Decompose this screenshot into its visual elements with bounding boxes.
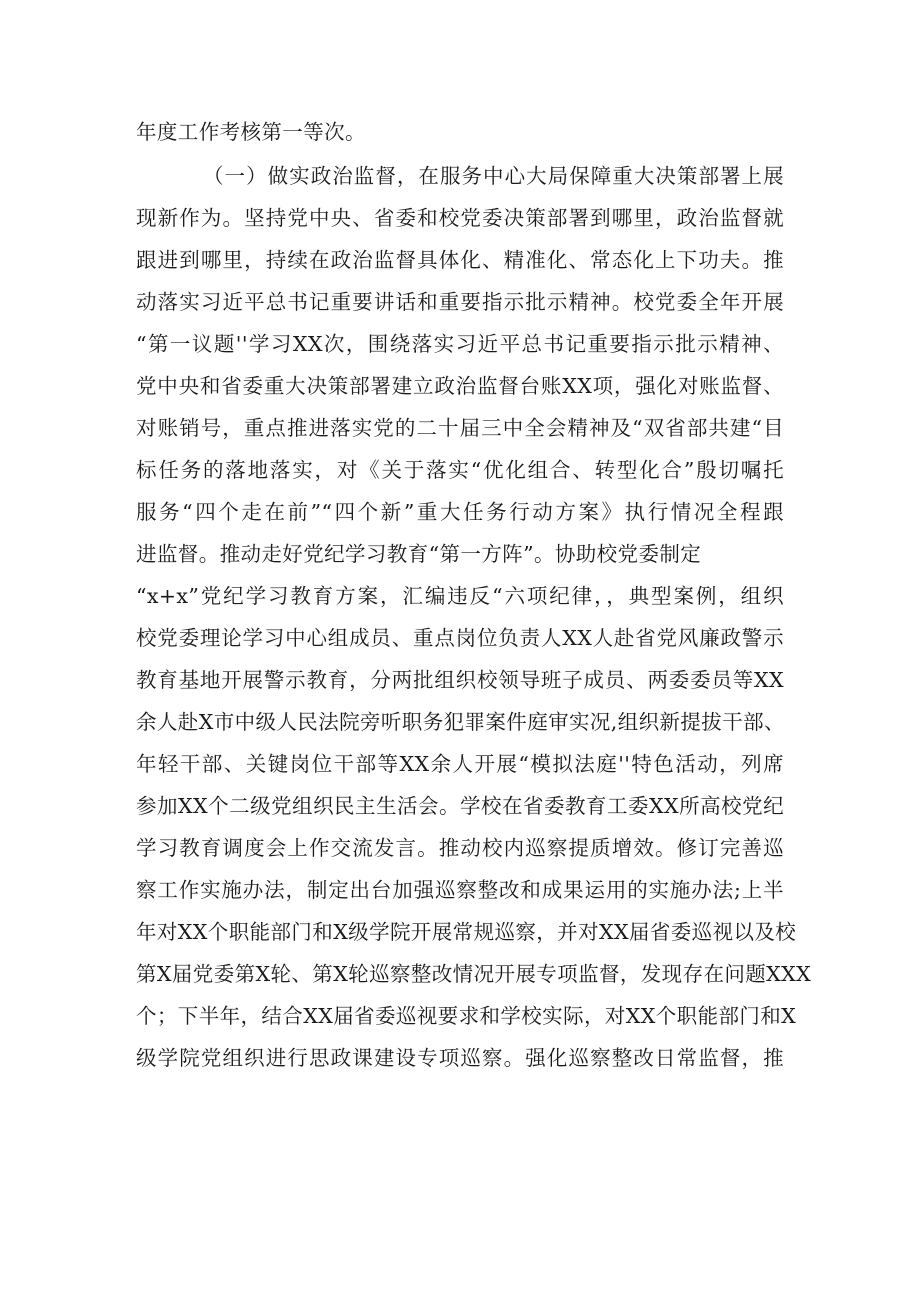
paragraph-line: 标任务的落地落实，对《关于落实“优化组合、转型化合”殷切嘱托: [136, 458, 784, 482]
paragraph-line: 参加XX个二级党组织民主生活会。学校在省委教育工委XX所高校党纪: [136, 794, 784, 818]
paragraph-line: 对账销号，重点推进落实党的二十届三中全会精神及“双省部共建“目: [136, 416, 784, 440]
section-heading-line: （一）做实政治监督，在服务中心大局保障重大决策部署上展: [203, 164, 784, 188]
paragraph-line: 级学院党组织进行思政课建设专项巡察。强化巡察整改日常监督，推: [136, 1046, 784, 1070]
paragraph-line: 年度工作考核第一等次。: [136, 120, 366, 144]
paragraph-line: 余人赴X市中级人民法院旁听职务犯罪案件庭审实况,组织新提拔干部、: [136, 710, 785, 734]
paragraph-line: 校党委理论学习中心组成员、重点岗位负责人XX人赴省党风廉政警示: [136, 626, 784, 650]
paragraph-line: 跟进到哪里，持续在政治监督具体化、精准化、常态化上下功夫。推: [136, 248, 784, 272]
paragraph-line: 动落实习近平总书记重要讲话和重要指示批示精神。校党委全年开展: [136, 290, 784, 314]
paragraph-line: “第一议题''学习XX次，围绕落实习近平总书记重要指示批示精神、: [136, 332, 784, 356]
paragraph-line: 第X届党委第X轮、第X轮巡察整改情况开展专项监督，发现存在问题XXX: [136, 962, 812, 986]
paragraph-line: 现新作为。坚持党中央、省委和校党委决策部署到哪里，政治监督就: [136, 206, 784, 230]
paragraph-line: 年对XX个职能部门和X级学院开展常规巡察，并对XX届省委巡视以及校: [136, 920, 797, 944]
paragraph-line: 个；下半年，结合XX届省委巡视要求和学校实际，对XX个职能部门和X: [136, 1004, 797, 1028]
paragraph-line: 教育基地开展警示教育，分两批组织校领导班子成员、两委委员等XX: [136, 668, 784, 692]
paragraph-line: 察工作实施办法，制定出台加强巡察整改和成果运用的实施办法;上半: [136, 878, 784, 902]
paragraph-line: 党中央和省委重大决策部署建立政治监督台账XX项，强化对账监督、: [136, 374, 784, 398]
paragraph-line: 服务“四个走在前”“四个新”重大任务行动方案》执行情况全程跟: [136, 500, 784, 524]
paragraph-line: 学习教育调度会上作交流发言。推动校内巡察提质增效。修订完善巡: [136, 836, 784, 860]
paragraph-line: “x+x”党纪学习教育方案，汇编违反“六项纪律，，典型案例，组织: [136, 584, 784, 608]
paragraph-line: 进监督。推动走好党纪学习教育“第一方阵”。协助校党委制定: [136, 542, 702, 566]
paragraph-line: 年轻干部、关键岗位干部等XX余人开展“模拟法庭''特色活动，列席: [136, 752, 784, 776]
